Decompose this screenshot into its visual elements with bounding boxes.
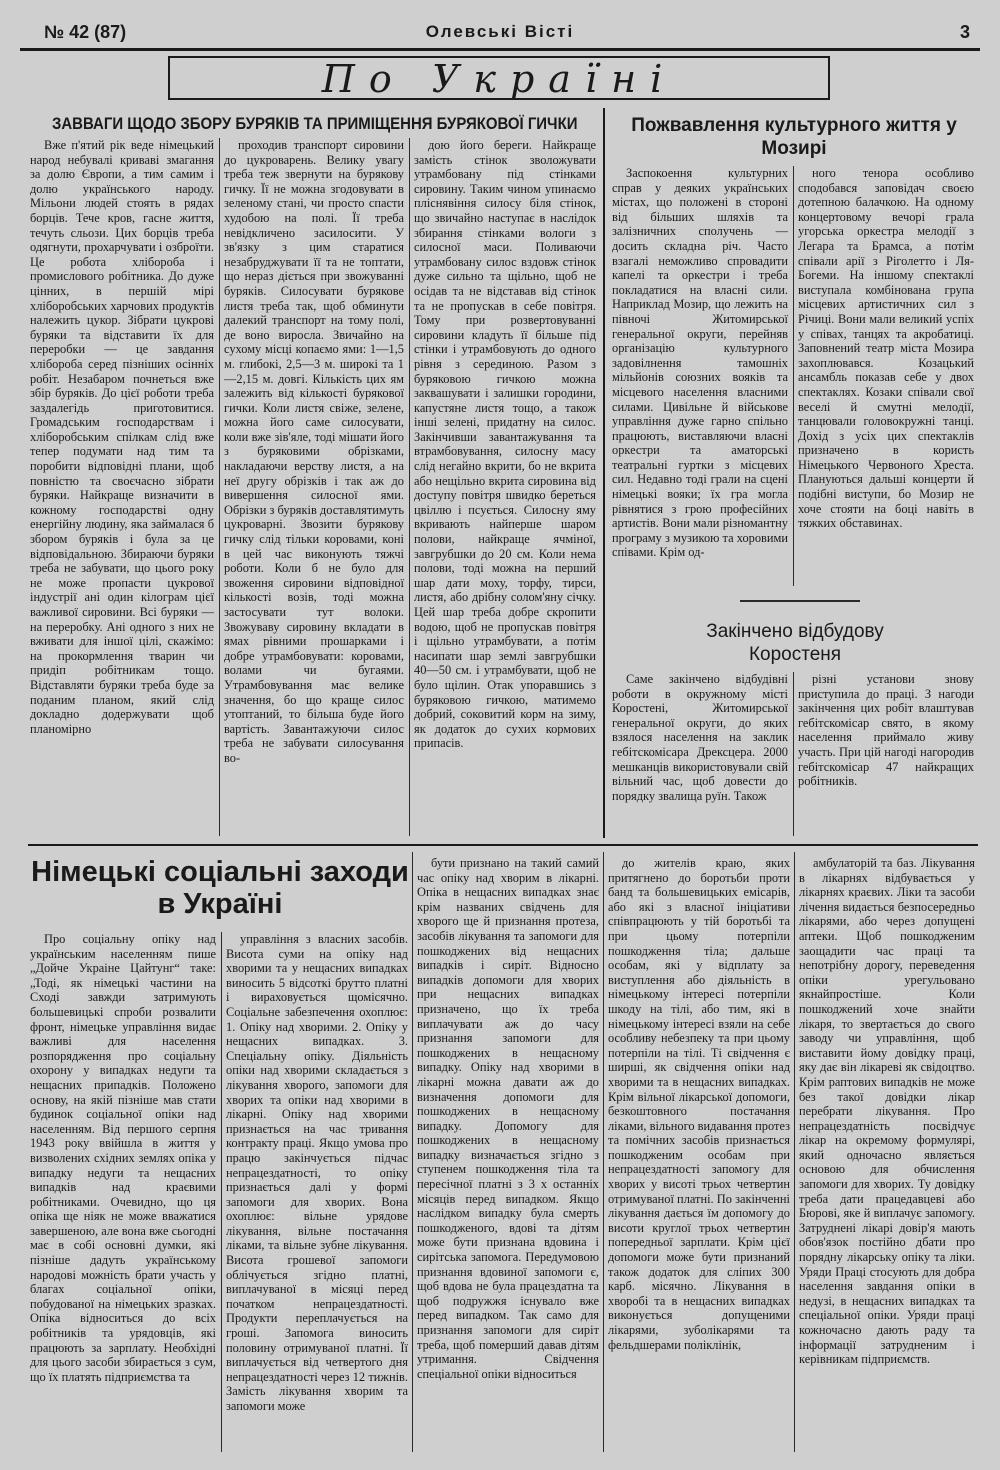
mozyr-col-1-text: Заспокоення культурних справ у деяких українських містах, що положені в стороні від більших шляхів та залізничних сполучень — досить складна річ. Часто взагалі неможливо спровадити капелі та оркестри і треба покладатися на власні сили. Наприклад Мозир, що лежить на півночі Житомирської генеральної округи, перейняв організацію культурного задовілнення тамошніх мільйонів союзних вояків та місцевого населення власними силами. Цивільне й військове управління дуже гарно спільно працюють, виставляючи власні оркестри та аматорські театральні гуртки з місцевих сил. Недавно тоді грали на сцені німецькі вояки; їх гра могла рівнятися з грою професійних артистів. Вони мали різномантну програму з музикою та хоровими співами. Крім од-	[612, 166, 788, 560]
mozyr-headline: Пожвавлення культурного життя у Мозирі	[631, 115, 957, 159]
beets-col-2	[224, 138, 404, 836]
social-col-4	[608, 856, 790, 1452]
col-divider	[793, 166, 794, 586]
col-divider	[221, 932, 222, 1452]
korosten-col-1-text: Саме закінчено відбудівні роботи в окружному місті Коростені, Житомирської генеральної округи, до яких взялося населення на заклик гебітскомісара Дрексцера. 2000 мешканців використовували свій вільний час, щоб довести до порядку звалища руїн. Також	[612, 672, 788, 803]
social-col-3	[417, 856, 599, 1452]
masthead-rule	[20, 48, 980, 51]
social-headline: Німецькі соціальні заходи в Україні	[31, 856, 409, 920]
col-divider	[412, 852, 413, 1452]
social-col-2	[226, 932, 408, 1452]
beets-col-1	[30, 138, 214, 836]
social-col-3-text: бути признано на такий самий час опіку над хворим в лікарні. Опіка в нещасних випадках знає крім названих свідчень для хворого ще й признання протеза, засобів лікування та запомоги для пошкоджених від нещасних випадків і сиріт. Відносно випадків допомоги для хворих при нещасних випадках призначено, що їх треба виплачувати аж до часу признання запомоги для пошкоджених в нещасному випадку. Опіку над хворими в лікарні можна давати аж до визначення допомоги для пошкоджених в нещасному випадку. Допомогу для пошкоджених в нещасному випадку визначається згідно з ступенем пошкодження тіла та пересічної платні з 3 х останніх місяців перед випадком. Якщо наслідком випадку була смерть пошкодженого, вдові та дітям може бути признана вдовина і сирітська запомога. Передумовою признання вдовиної запомоги є, щоб вдова не була працездатна та щоб подружжя існувало вже перед випадком. Так само для признання запомоги для сиріт треба, щоб померший давав дітям утримання. Свідчення спеціальної опіки відноситься	[417, 856, 599, 1381]
col-divider	[794, 852, 795, 1452]
col-divider	[409, 138, 410, 836]
beets-col-1-text: Вже п'ятий рік веде німецький народ небувалі криваві змагання за долю Європи, а тим самим і долю українського народу. Мільони людей стоять в рядах борців. Тече кров, гасне життя, течуть сльози. Цих борців треба одягнути, прохарчувати і озброїти. Це робота хлібороба і промислового робітника. До дуже цінних, в першій мірі хліборобських харчових продуктів належить цукор. Зібрати цукрові буряки та відставити їх для переробки — це завдання хлібороба серед пізніших осінніх робіт. Незабаром почнеться вже збір буряків. До цієї роботи треба заздалегідь приготовитися. Громадським господарствам і хліборобським спілкам слід вже тепер подумати над тим та поробити відповідні плани, щоб повністю та своєчасно зібрати буряки. Найкраще визначити в кожному господарстві одну енергійну людину, яка займалася б збором буряків і була за це відповідальною. Збираючи буряки треба не забувати, що цього року не може пропасти цукрової індустрії ані один кілограм цієї важливої сировини. Всі буряки — на переробку. Ані одного з них не вживати для іншої цілі, скажімо: на прокормлення тварин чи придіп робітникам тощо. Відставляти буряки треба буде за поданим планом, який слід докладно додержувати щоб планомірно	[30, 138, 214, 736]
section-rule	[28, 844, 978, 846]
beets-col-2-text: проходив транспорт сировини до цукроварень. Велику увагу треба теж звернути на бурякову гичку. Її не можна згодовувати в зеленому стані, чи просто спасти худобою на полі. Її треба невідкличено засилосити. У зв'язку з цим старатися незабруджувати її та не топтати, що нераз діється при звожуванні буряків. Силосувати бурякове листя треба так, щоб обминути далекий транспорт на тому полі, де воно виросла. Звичайно на сухому місці копаємо ями: 1—1,5 м. глибокі, 2,5—3 м. широкі та 1—2,15 м. довгі. Кількість цих ям залежить від кількості бурякової гички. Коли листя свіже, зелене, можна його саме силосувати, коли вже зів'яле, тоді мішати його з буряковими обрізками, накладаючи верству листя, а на неї другу обрізків і так аж до вивершення силосної ями. Обрізки з буряків доставлятимуть цукроварні. Звозити бурякову гичку слід тільки коровами, коні в цей час виконують тяжчі роботи. Коли б не було для звоження сировини відповідної кількості возів, тоді можна застосувати тут волоки. Звожуваву сировину вкладати в ямах рівними прошарками і добре утрамбовувати: коровами, волами чи бугаями. Утрамбовування має велике значення, бо що краще силос утоптаний, то більша буде його вартість. Завантажуючи силос треба не забувати силосування во-	[224, 138, 404, 765]
section-title: По Україні	[168, 56, 830, 100]
korosten-col-2	[798, 672, 974, 836]
social-col-5-text: амбулаторій та баз. Лікування в лікарнях відбувається у лікарнях краєвих. Ліки та засоби лічення видається безпосередньо лікарями, або через допущені аптеки. Щоб пошкодженим заощадити час праці та непотрібну дорогу, переведення опіки урегульовано якнайпростіше. Коли пошкоджений хоче знайти лікаря, то звертається до свого заводу чи управління, щоб виставити йому довідку праці, яку дає він лікареві як свідоцтво. Крім раптових випадків не може без такої довідки лікар перебрати лікування. Про непрацездатність посвідчує лікар на окремому формулярі, який одночасно являється основою для обчислення запомоги для хворих. Ту довідку треба дати працедавцеві або Бюрові, яке й виплачує запомогу. Затруднені лікарі довір'я мають обов'язок постійно дбати про порядну лікарську опіку та ліки. Уряди Праці стосують для добра населення завдання опіки в недузі, в нещасних випадках та спеціальної опіки. Уряди праці кожночасно дають раду та інформації затрудненим і керівникам підприємств.	[799, 856, 975, 1367]
mozyr-col-1	[612, 166, 788, 586]
article-separator	[740, 600, 860, 602]
beets-headline: ЗАВВАГИ ЩОДО ЗБОРУ БУРЯКІВ ТА ПРИМІЩЕННЯ БУРЯКОВОЇ ГИЧКИ	[52, 114, 578, 133]
beets-col-3	[414, 138, 596, 836]
beets-col-3-text: дою його береги. Найкраще замість стінок зволожувати утрамбовану під стінками сировину. Таким чином упинаємо пліснявіння силосу біля стінок, що звичайно наступає в наслідок збирання стінками вологи з силосної маси. Поливаючи утрамбовану силос вздовж стінок дуже сильно та щільно, щоб не осідав та не відставав від стінок та не пропускав в себе повітря. Тому при розвертовуванні сировини кладуть її більше під стінки і утрамбовують до одного рівня з серединою. Разом з буряковою гичкою можна заквашувати і залишки городини, капустяне листя тощо, а також інші зелені, придатну на силос. Закінчивши завантажування та втрамбовування, силосну масу слід негайно вкрити, бо не вкрита або нещільно вкрита сировина від доступу повітря швидко береться цвіллю і псується. Силосну яму вкривають найперше шаром полови, найкраще ячміної, завгрубшки до 20 см. Коли нема полови, тоді можна на перший шар дати моху, торфу, тирси, листя, або дрібну солом'яну січку. Цей шар треба добре скропити водою, щоб не пропускав повітря і щільно утрамбувати, а потім насипати шар землі завгрубшки 40—50 см. і утрамбувати, щоб не було щілин. Отак упоравшись з буряковою гичкою, матимемо добрий, соковитий корм на зиму, як додаток до сухих кормових припасів.	[414, 138, 596, 751]
page-number: 3	[959, 22, 970, 42]
mozyr-col-2-text: ного тенора особливо сподобався заповідач своєю дотепною балачкою. На одному концертовому вечорі грала угорська оркестра мелодії з Легара та Брамса, а потім співали арії з Ріголетто і Ля-Богеми. На іншому спектаклі виступала комбінована група місцевих артистичних сил з Річиці. Вони мали великий успіх у співах, танцях та акробатиці. Заповнений театр міста Мозира захоплювався. Козацький ансамбль показав себе у двох спектаклях. Козаки співали свої веселі й смутні мелодії, танцювали головокружні танці. Дохід з усіх цих спектаклів призначено в користь Німецького Червоного Хреста. Плануються дальші концерти й подібні виступи, бо Мозир не хоче стояти на боці навіть в тяжких обставинах.	[798, 166, 974, 531]
social-col-5	[799, 856, 975, 1452]
social-col-2-text: управління з власних засобів. Висота суми на опіку над хворими та у нещасних випадках виносить 5 відсоткі брутто платні і вираховується щомісячно. Соціальне забезпечення охоплює: 1. Опіку над хворими. 2. Опіку у нещасних випадках. 3. Спеціальну опіку. Діяльність опіки над хворими складається з лікування хворого, запомоги для хворих та опіки над хворими в лікарні. Опіку над хворими признається на час тривання контракту праці. Якщо умова про працю закінчується підчас непрацездатності, то опіку признається далі у формі запомоги для хворих. Вона охоплює: вільне урядове лікування, вільне постачання ліками, та вільне зубне лікування. Висота грошевої запомоги облічується згідно платні, виплачуваної в місяці перед початком непрацездатності. Продукти переплачується на гроші. Запомога виносить половину отримуваної платні. Її виплачується від четвертого дня непрацездатності через 12 тижнів. Замість лікування хворим та запомоги може	[226, 932, 408, 1413]
newspaper-title: Олевські Вісті	[425, 22, 575, 41]
col-divider	[219, 138, 220, 836]
korosten-headline: Закінчено відбудову Коростеня	[706, 621, 884, 665]
masthead	[20, 22, 980, 48]
issue-number: № 42 (87)	[44, 22, 127, 42]
social-col-1	[30, 932, 216, 1452]
korosten-col-2-text: різні установи знову приступила до праці. З нагоди закінчення цих робіт влаштував гебітскомісар свято, в якому населення приймало живу участь. При цій нагоді нагородив гебітскомісар 47 найкращих робітників.	[798, 672, 974, 789]
mozyr-col-2	[798, 166, 974, 586]
korosten-col-1	[612, 672, 788, 836]
social-col-1-text: Про соціальну опіку над українським населенням пише „Дойче Украіне Цайтунг“ таке: „Тоді, як німецькі частини на Сході завжди затримують большевицькі спроби розвалити фронт, німецьке управління видає важливі для населення розпорядження про соціальну охорону у випадках недуги та нещасних припадків. Положено основу, на якій пізніше мав стати будинок соціальної опіки над населенням. Від першого серпня 1943 року ввійшла в життя у визволених східних землях опіка у випадку недуги та нещасних випадків над краєвими робітниками. Очевидно, що ця опіка ще ніяк не може вважатися завершеною, але вона вже сьогодні має в собі основні думки, які пізніше дадуть українському народові можність брати участь у благах соціальної опіки, побудованої на німецьких зразках. Опіка відноситься до всіх робітників та урядовців, які працюють за зарплату. Необхідні для цього засоби збирається з сум, що їх платять підприємства та	[30, 932, 216, 1384]
column-rule-vertical	[603, 108, 605, 838]
social-col-4-text: до жителів краю, яких притягнено до боротьби проти банд та большевицьких емісарів, або які з власної ініціативи співпрацюють у тій боротьбі та при цьому потерпіли пошкодження тіла; дальше особам, які у відплату за виступлення або діяльність в німецькому інтересі потерпіли шкоду на тілі, або тим, які в німецькому інтересі взяли на себе особливу небезпеку та при цьому потерпіли на тілі. Ті свідчення є ширші, як свідчення опіки над хворими та в нещасних випадках. Крім вільної лікарської допомоги, безкоштовного постачання ліками, вільного видавання протез та помічних засобів признається пошкодженим особам при непрацездатності запомогу для хворих у висоті трьох четвертин отримуваної платні. По закінченні лікування дається їм допомогу до висоти круглої трьох четвертин попередньої зарплати. Крім цієї допомоги може бути признаний також додаток для сліпих 300 карб. місячно. Лікування в хворобі та в нещасних випадках виконується допущеними лікарями, зуболікарями та фельдшерами поліклінік,	[608, 856, 790, 1352]
col-divider	[603, 852, 604, 1452]
col-divider	[793, 672, 794, 836]
